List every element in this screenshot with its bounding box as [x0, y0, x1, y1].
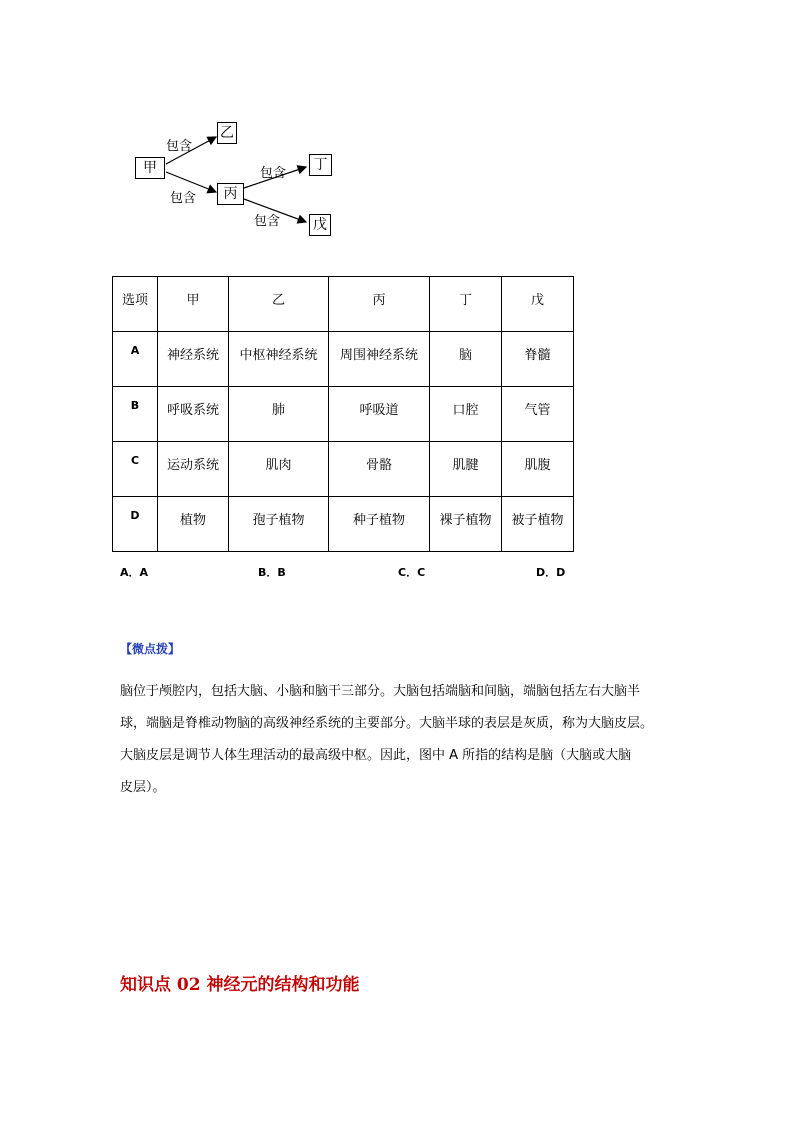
edge-label-bing-ding: 包含: [260, 166, 287, 181]
tip-line: 球，端脑是脊椎动物脑的高级神经系统的主要部分。大脑半球的表层是灰质，称为大脑皮层。: [120, 716, 654, 731]
edge-label-bing-wu: 包含: [254, 214, 281, 229]
node-yi: 乙: [217, 122, 237, 144]
table-header-cell: 乙: [229, 277, 329, 332]
options-table: [112, 276, 574, 552]
table-cell: 呼吸道: [329, 387, 430, 442]
table-cell: 孢子植物: [229, 497, 329, 552]
concept-diagram: [120, 112, 350, 242]
choice-d[interactable]: D．D: [536, 566, 566, 579]
tip-line: 大脑皮层是调节人体生理活动的最高级中枢。因此，图中 A 所指的结构是脑（大脑或大脑: [120, 748, 632, 763]
table-cell: 种子植物: [329, 497, 430, 552]
table-cell: 周围神经系统: [329, 332, 430, 387]
table-row: [113, 387, 574, 442]
table-header-cell: 选项: [113, 277, 158, 332]
edge-label-jia-yi: 包含: [166, 139, 193, 154]
node-wu: 戊: [309, 214, 331, 236]
table-cell: C: [113, 442, 158, 497]
table-header-cell: 丁: [430, 277, 502, 332]
tip-line: 脑位于颅腔内，包括大脑、小脑和脑干三部分。大脑包括端脑和间脑，端脑包括左右大脑半: [120, 684, 641, 699]
choice-c[interactable]: C．C: [398, 566, 426, 579]
table-cell: 肌腹: [502, 442, 574, 497]
choice-b[interactable]: B．B: [258, 566, 286, 579]
table-cell: 口腔: [430, 387, 502, 442]
table-cell: B: [113, 387, 158, 442]
tip-line: 皮层）。: [120, 780, 166, 795]
table-cell: 脑: [430, 332, 502, 387]
table-cell: 脊髓: [502, 332, 574, 387]
table-cell: 植物: [158, 497, 229, 552]
table-header-cell: 甲: [158, 277, 229, 332]
tip-heading: 【微点拨】: [120, 642, 181, 656]
table-cell: 气管: [502, 387, 574, 442]
table-cell: 呼吸系统: [158, 387, 229, 442]
table-header-cell: 戊: [502, 277, 574, 332]
table-header-cell: 丙: [329, 277, 430, 332]
node-bing: 丙: [217, 183, 244, 205]
choice-a[interactable]: A．A: [120, 566, 149, 579]
table-cell: 肌腱: [430, 442, 502, 497]
node-ding: 丁: [309, 154, 332, 176]
table-cell: A: [113, 332, 158, 387]
tip-paragraph: [120, 676, 680, 804]
table-cell: 被子植物: [502, 497, 574, 552]
table-row: [113, 497, 574, 552]
table-row: [113, 442, 574, 497]
table-header-row: [113, 277, 574, 332]
edge-label-jia-bing: 包含: [170, 191, 197, 206]
table-cell: 中枢神经系统: [229, 332, 329, 387]
table-row: [113, 332, 574, 387]
table-cell: 裸子植物: [430, 497, 502, 552]
table-cell: 神经系统: [158, 332, 229, 387]
table-cell: 骨骼: [329, 442, 430, 497]
section-title: 知识点 02 神经元的结构和功能: [120, 975, 360, 995]
table-cell: 肺: [229, 387, 329, 442]
table-cell: 运动系统: [158, 442, 229, 497]
table-cell: D: [113, 497, 158, 552]
node-jia: 甲: [135, 157, 165, 179]
table-cell: 肌肉: [229, 442, 329, 497]
